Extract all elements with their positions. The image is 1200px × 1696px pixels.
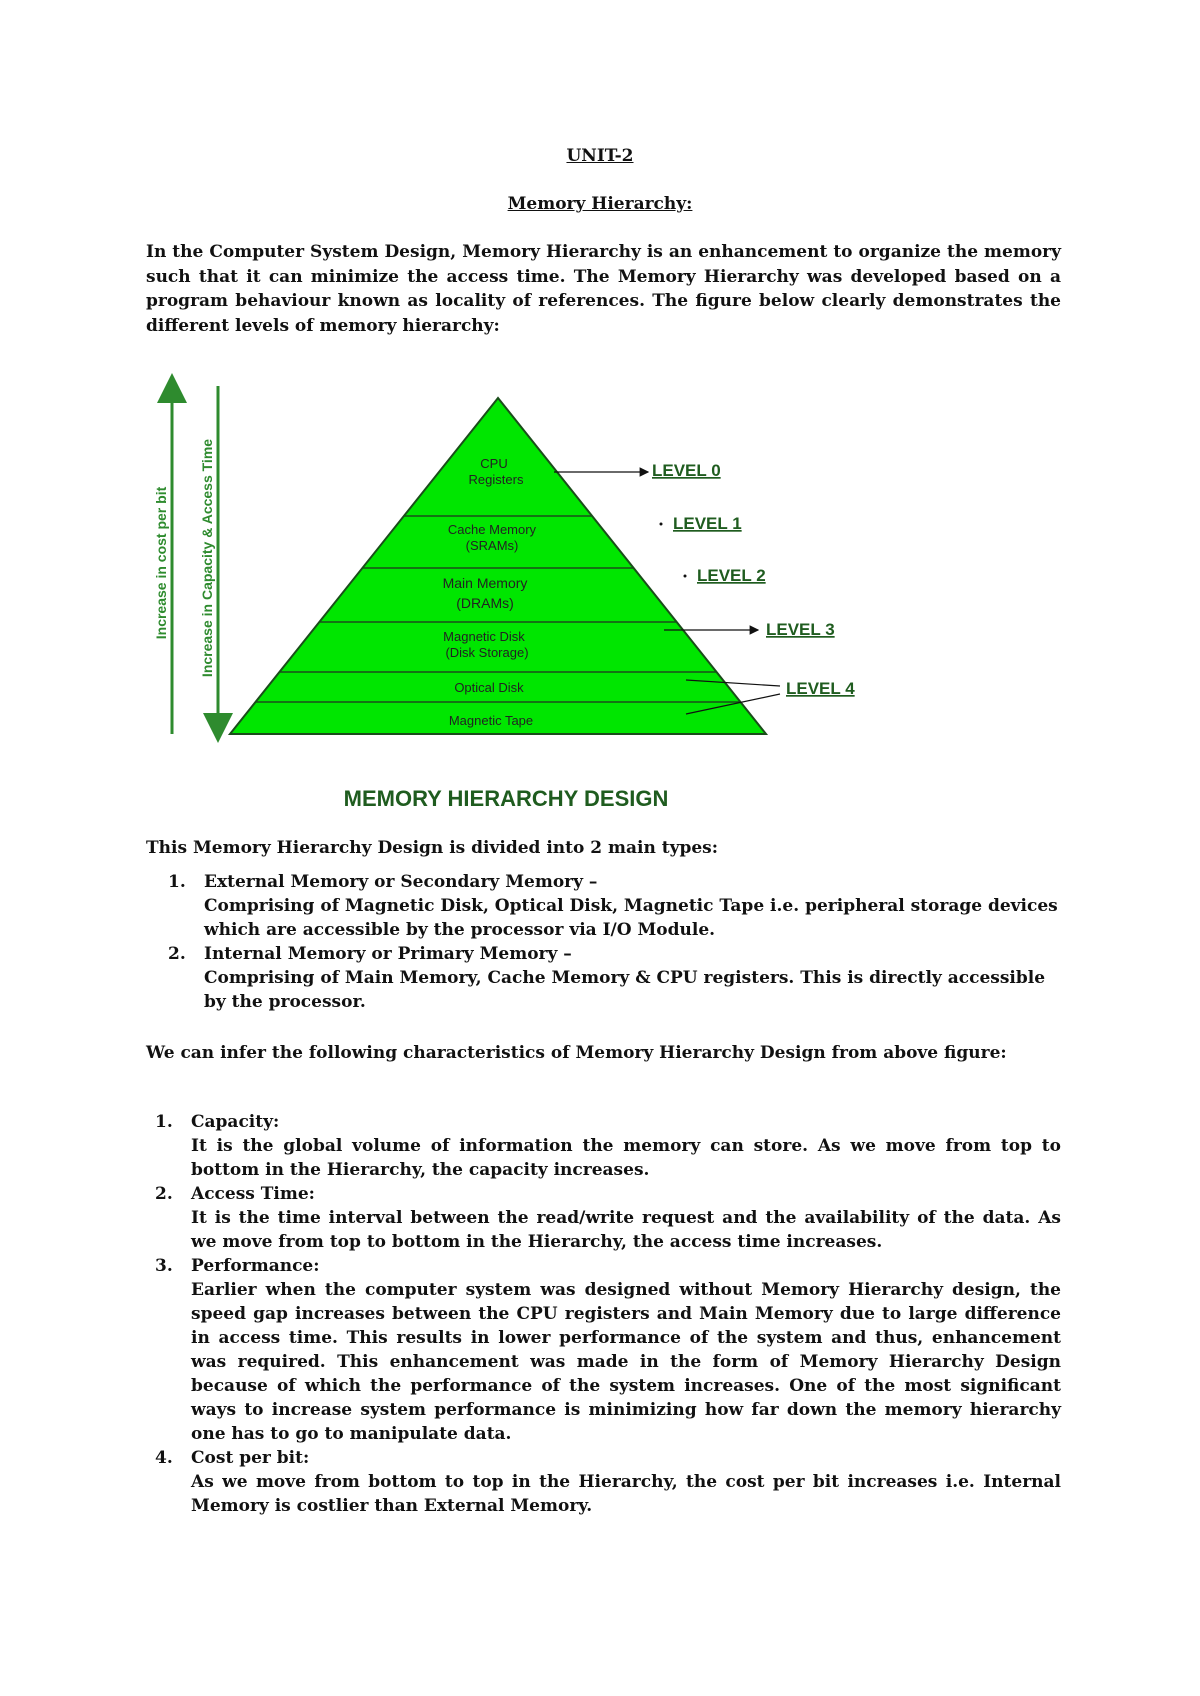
list-item-description: As we move from bottom to top in the Hierarchy, the cost per bit increases i.e. Internal Memory is costlier than External Memory. (191, 1472, 1061, 1516)
intro-paragraph: In the Computer System Design, Memory Hierarchy is an enhancement to organize the memory such that it can minimize the access time. The Memory Hierarchy was developed based on a program behaviour known as locality of references. The figure below clearly demonstrates the different levels of memory hierarchy: (146, 242, 1061, 336)
types-intro: This Memory Hierarchy Design is divided into 2 main types: (146, 838, 719, 858)
capacity-axis-label: Increase in Capacity & Access Time (199, 438, 215, 678)
list-item-description: Comprising of Main Memory, Cache Memory & CPU registers. This is directly accessible by the processor. (204, 968, 1046, 1012)
list-item (146, 870, 1061, 942)
level-pointer (660, 523, 663, 526)
level-label: LEVEL 4 (786, 679, 855, 698)
layer-label: Main Memory (442, 575, 528, 591)
list-item-description: It is the global volume of information the memory can store. As we move from top to bottom in the Hierarchy, the capacity increases. (191, 1136, 1061, 1180)
list-number: 3. (155, 1256, 173, 1276)
list-number: 4. (155, 1448, 173, 1468)
characteristics-list (146, 1110, 1061, 1518)
list-number: 1. (155, 1112, 173, 1132)
memory-types-list (146, 870, 1061, 1014)
list-number: 1. (168, 872, 186, 892)
level-pointer (684, 575, 687, 578)
cost-axis-label: Increase in cost per bit (153, 486, 169, 640)
memory-hierarchy-figure (130, 368, 890, 808)
level-label: LEVEL 1 (673, 514, 742, 533)
infer-paragraph: We can infer the following characteristics of Memory Hierarchy Design from above figure: (146, 1043, 1007, 1063)
list-item (146, 1254, 1061, 1446)
level-label: LEVEL 2 (697, 566, 766, 585)
list-number: 2. (155, 1184, 173, 1204)
layer-label: (Disk Storage) (445, 645, 529, 660)
level-label: LEVEL 0 (652, 461, 721, 480)
list-item-title: External Memory or Secondary Memory – (204, 872, 598, 892)
list-item-description: Earlier when the computer system was designed without Memory Hierarchy design, the speed gap increases between the CPU registers and Main Memory due to large difference in access time. This results in lower performance of the system and thus, enhancement was required. This enhancement was made in the form of Memory Hierarchy Design because of which the performance of the system increases. One of the most significant ways to increase system performance is minimizing how far down the memory hierarchy one has to go to manipulate data. (191, 1280, 1061, 1444)
list-item-title: Capacity: (191, 1112, 280, 1132)
layer-label: Registers (468, 472, 524, 487)
layer-label: CPU (480, 456, 508, 471)
list-number: 2. (168, 944, 186, 964)
figure-title: MEMORY HIERARCHY DESIGN (343, 786, 669, 808)
layer-label: Optical Disk (454, 680, 524, 695)
list-item-title: Cost per bit: (191, 1448, 310, 1468)
list-item (146, 1110, 1061, 1182)
list-item-title: Internal Memory or Primary Memory – (204, 944, 572, 964)
layer-label: Cache Memory (447, 522, 537, 537)
layer-label: Magnetic Disk (443, 629, 525, 644)
list-item-description: It is the time interval between the read/write request and the availability of the data. As we move from top to bottom in the Hierarchy, the access time increases. (191, 1208, 1061, 1252)
list-item-title: Performance: (191, 1256, 320, 1276)
list-item-title: Access Time: (191, 1184, 315, 1204)
list-item-description: Comprising of Magnetic Disk, Optical Disk, Magnetic Tape i.e. peripheral storage devices which are accessible by the processor via I/O Module. (204, 896, 1058, 940)
list-item (146, 1446, 1061, 1518)
layer-label: Magnetic Tape (448, 713, 534, 728)
layer-label: (SRAMs) (465, 538, 519, 553)
list-item (146, 1182, 1061, 1254)
section-title: Memory Hierarchy: (507, 194, 693, 214)
layer-label: (DRAMs) (456, 595, 514, 611)
list-item (146, 942, 1061, 1014)
unit-title: UNIT-2 (566, 146, 634, 166)
level-label: LEVEL 3 (766, 620, 835, 639)
